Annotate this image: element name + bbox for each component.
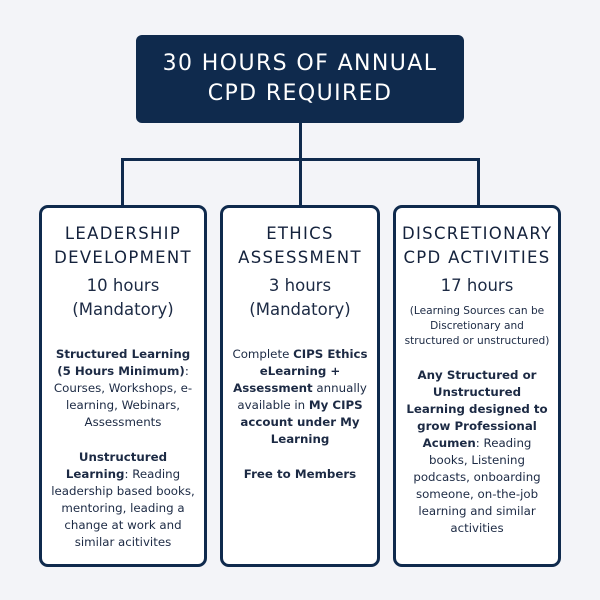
- my-cips-location-highlight: My CIPS account under My Learning: [240, 398, 363, 446]
- unstructured-learning-heading: Unstructured Learning: [65, 450, 168, 481]
- connector-drop-ethics: [299, 158, 302, 206]
- ethics-elearning-highlight: CIPS Ethics eLearning + Assessment: [233, 347, 368, 395]
- discretionary-cpd-card: [393, 205, 561, 567]
- card-title-line-2: CPD ACTIVITIES: [403, 248, 551, 267]
- ethics-description: Complete CIPS Ethics eLearning + Assessment annually available in My CIPS account under My Learning: [232, 347, 368, 446]
- connector-drop-leadership: [121, 158, 124, 206]
- leadership-development-card: [39, 205, 207, 567]
- card-hours: 17 hours: [440, 276, 514, 295]
- structured-learning-heading: Structured Learning (5 Hours Minimum): [55, 347, 191, 378]
- card-mandatory-label: (Mandatory): [249, 300, 351, 319]
- discretionary-description: Any Structured or Unstructured Learning designed to grow Professional Acumen: Reading books, Listening podcasts, onboarding someone, on-the-job learning and similar activities: [406, 368, 548, 535]
- unstructured-learning-text: Reading leadership based books, mentoring, leading a change at work and similar acitivites: [51, 467, 195, 549]
- free-to-members-label: Free to Members: [243, 467, 357, 481]
- card-hours: 10 hours: [86, 276, 160, 295]
- unstructured-learning-description: Unstructured Learning: Reading leadership based books, mentoring, leading a change at work and similar acitivites: [51, 450, 195, 549]
- structured-learning-text: Courses, Workshops, e-learning, Webinars, Assessments: [53, 381, 193, 429]
- professional-acumen-heading: Any Structured or Unstructured Learning designed to grow Professional Acumen: [406, 368, 548, 450]
- card-title-line-1: LEADERSHIP: [64, 224, 182, 243]
- discretionary-activities-text: Reading books, Listening podcasts, onboarding someone, on-the-job learning and similar activities: [413, 436, 541, 535]
- card-title-line-2: ASSESSMENT: [238, 248, 362, 267]
- card-title-line-2: DEVELOPMENT: [54, 248, 192, 267]
- card-mandatory-label: (Mandatory): [72, 300, 174, 319]
- connector-stem: [299, 123, 302, 160]
- root-title-line-1: 30 HOURS OF ANNUAL: [162, 51, 438, 76]
- structured-learning-description: Structured Learning (5 Hours Minimum): Courses, Workshops, e-learning, Webinars, Assessments: [53, 347, 193, 429]
- connector-drop-discretionary: [477, 158, 480, 206]
- root-title-line-2: CPD REQUIRED: [207, 81, 393, 106]
- card-hours: 3 hours: [268, 276, 332, 295]
- learning-sources-note: (Learning Sources can be Discretionary and structured or unstructured): [404, 305, 550, 347]
- card-title-line-1: DISCRETIONARY: [402, 224, 553, 243]
- ethics-assessment-card: [220, 205, 380, 567]
- card-title-line-1: ETHICS: [266, 224, 334, 243]
- total-cpd-requirement-box: [136, 35, 464, 123]
